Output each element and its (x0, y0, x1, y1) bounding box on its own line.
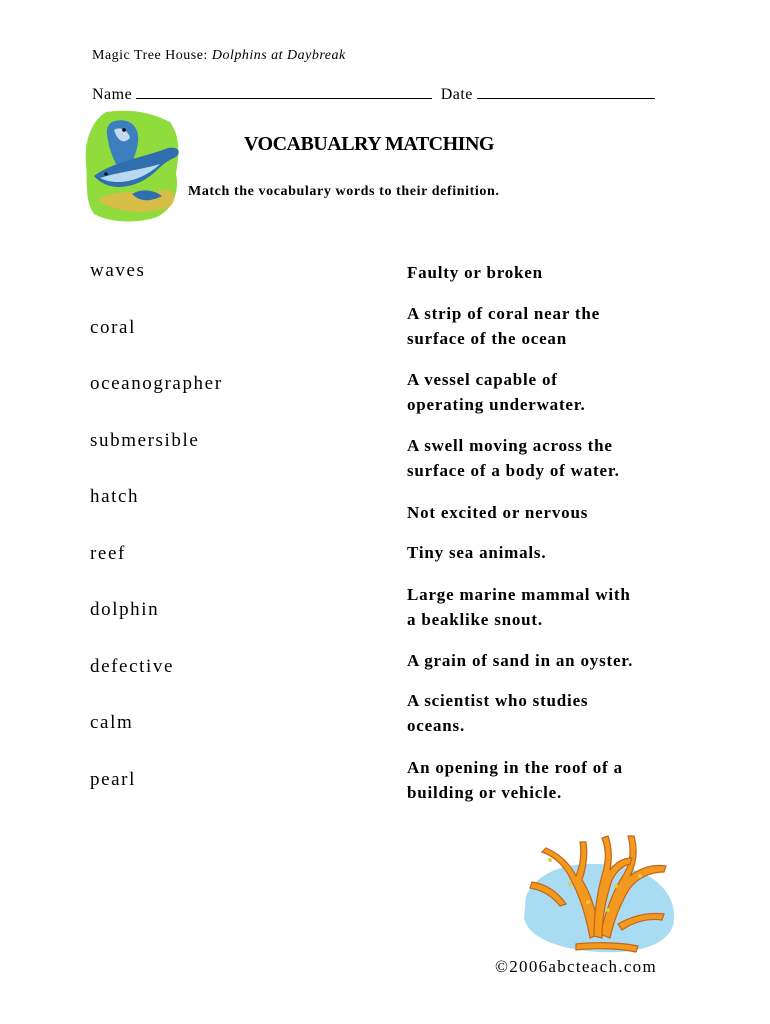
vocab-word: hatch (90, 486, 140, 507)
name-blank[interactable] (136, 97, 432, 99)
name-label: Name (92, 86, 133, 103)
definition-item (407, 540, 707, 565)
definition-item (407, 260, 707, 285)
definition-line: A swell moving across the (407, 436, 613, 455)
definition-line: a beaklike snout. (407, 610, 543, 629)
vocab-word: reef (90, 542, 126, 564)
copyright-text: ©2006abcteach.com (495, 957, 657, 976)
worksheet-header (92, 48, 346, 64)
definition-item (407, 433, 707, 483)
definition-line: operating underwater. (407, 395, 586, 414)
definition-item (407, 648, 707, 673)
vocab-word: defective (90, 655, 175, 677)
definition-item (407, 688, 707, 738)
definition-item (407, 755, 707, 805)
definition-item (407, 500, 707, 525)
vocab-word: oceanographer (90, 373, 223, 394)
worksheet-title: VOCABUALRY MATCHING (244, 133, 494, 155)
vocabulary-word-list (90, 260, 223, 825)
definition-line: building or vehicle. (407, 783, 563, 802)
series-name: Magic Tree House: (92, 48, 212, 63)
definition-line: surface of the ocean (407, 329, 567, 348)
vocab-word: waves (90, 260, 146, 281)
date-label: Date (440, 86, 473, 103)
definition-line: An opening in the roof of a (407, 758, 623, 777)
definition-line: Faulty or broken (407, 263, 543, 282)
definition-line: A scientist who studies (407, 691, 589, 710)
vocab-word: coral (90, 316, 136, 338)
vocab-word: submersible (90, 429, 200, 451)
vocab-word: calm (90, 712, 134, 733)
vocab-word: pearl (90, 768, 136, 790)
definition-item (407, 301, 707, 351)
name-date-line (92, 86, 659, 104)
definition-line: oceans. (407, 716, 466, 735)
definition-line: A vessel capable of (407, 370, 558, 389)
definition-line: A grain of sand in an oyster. (407, 651, 634, 670)
book-title: Dolphins at Daybreak (211, 48, 346, 63)
definition-line: A strip of coral near the (407, 304, 600, 323)
definition-item (407, 582, 707, 632)
dolphin-clipart (84, 108, 184, 224)
definition-line: Large marine mammal with (407, 585, 631, 604)
definition-line: Not excited or nervous (407, 503, 589, 522)
coral-clipart (520, 826, 680, 956)
vocab-word: dolphin (90, 599, 160, 620)
instruction-text: Match the vocabulary words to their definition. (188, 184, 500, 199)
definition-line: surface of a body of water. (407, 461, 620, 480)
date-blank[interactable] (477, 97, 655, 99)
definition-line: Tiny sea animals. (407, 543, 547, 562)
definition-item (407, 367, 707, 417)
